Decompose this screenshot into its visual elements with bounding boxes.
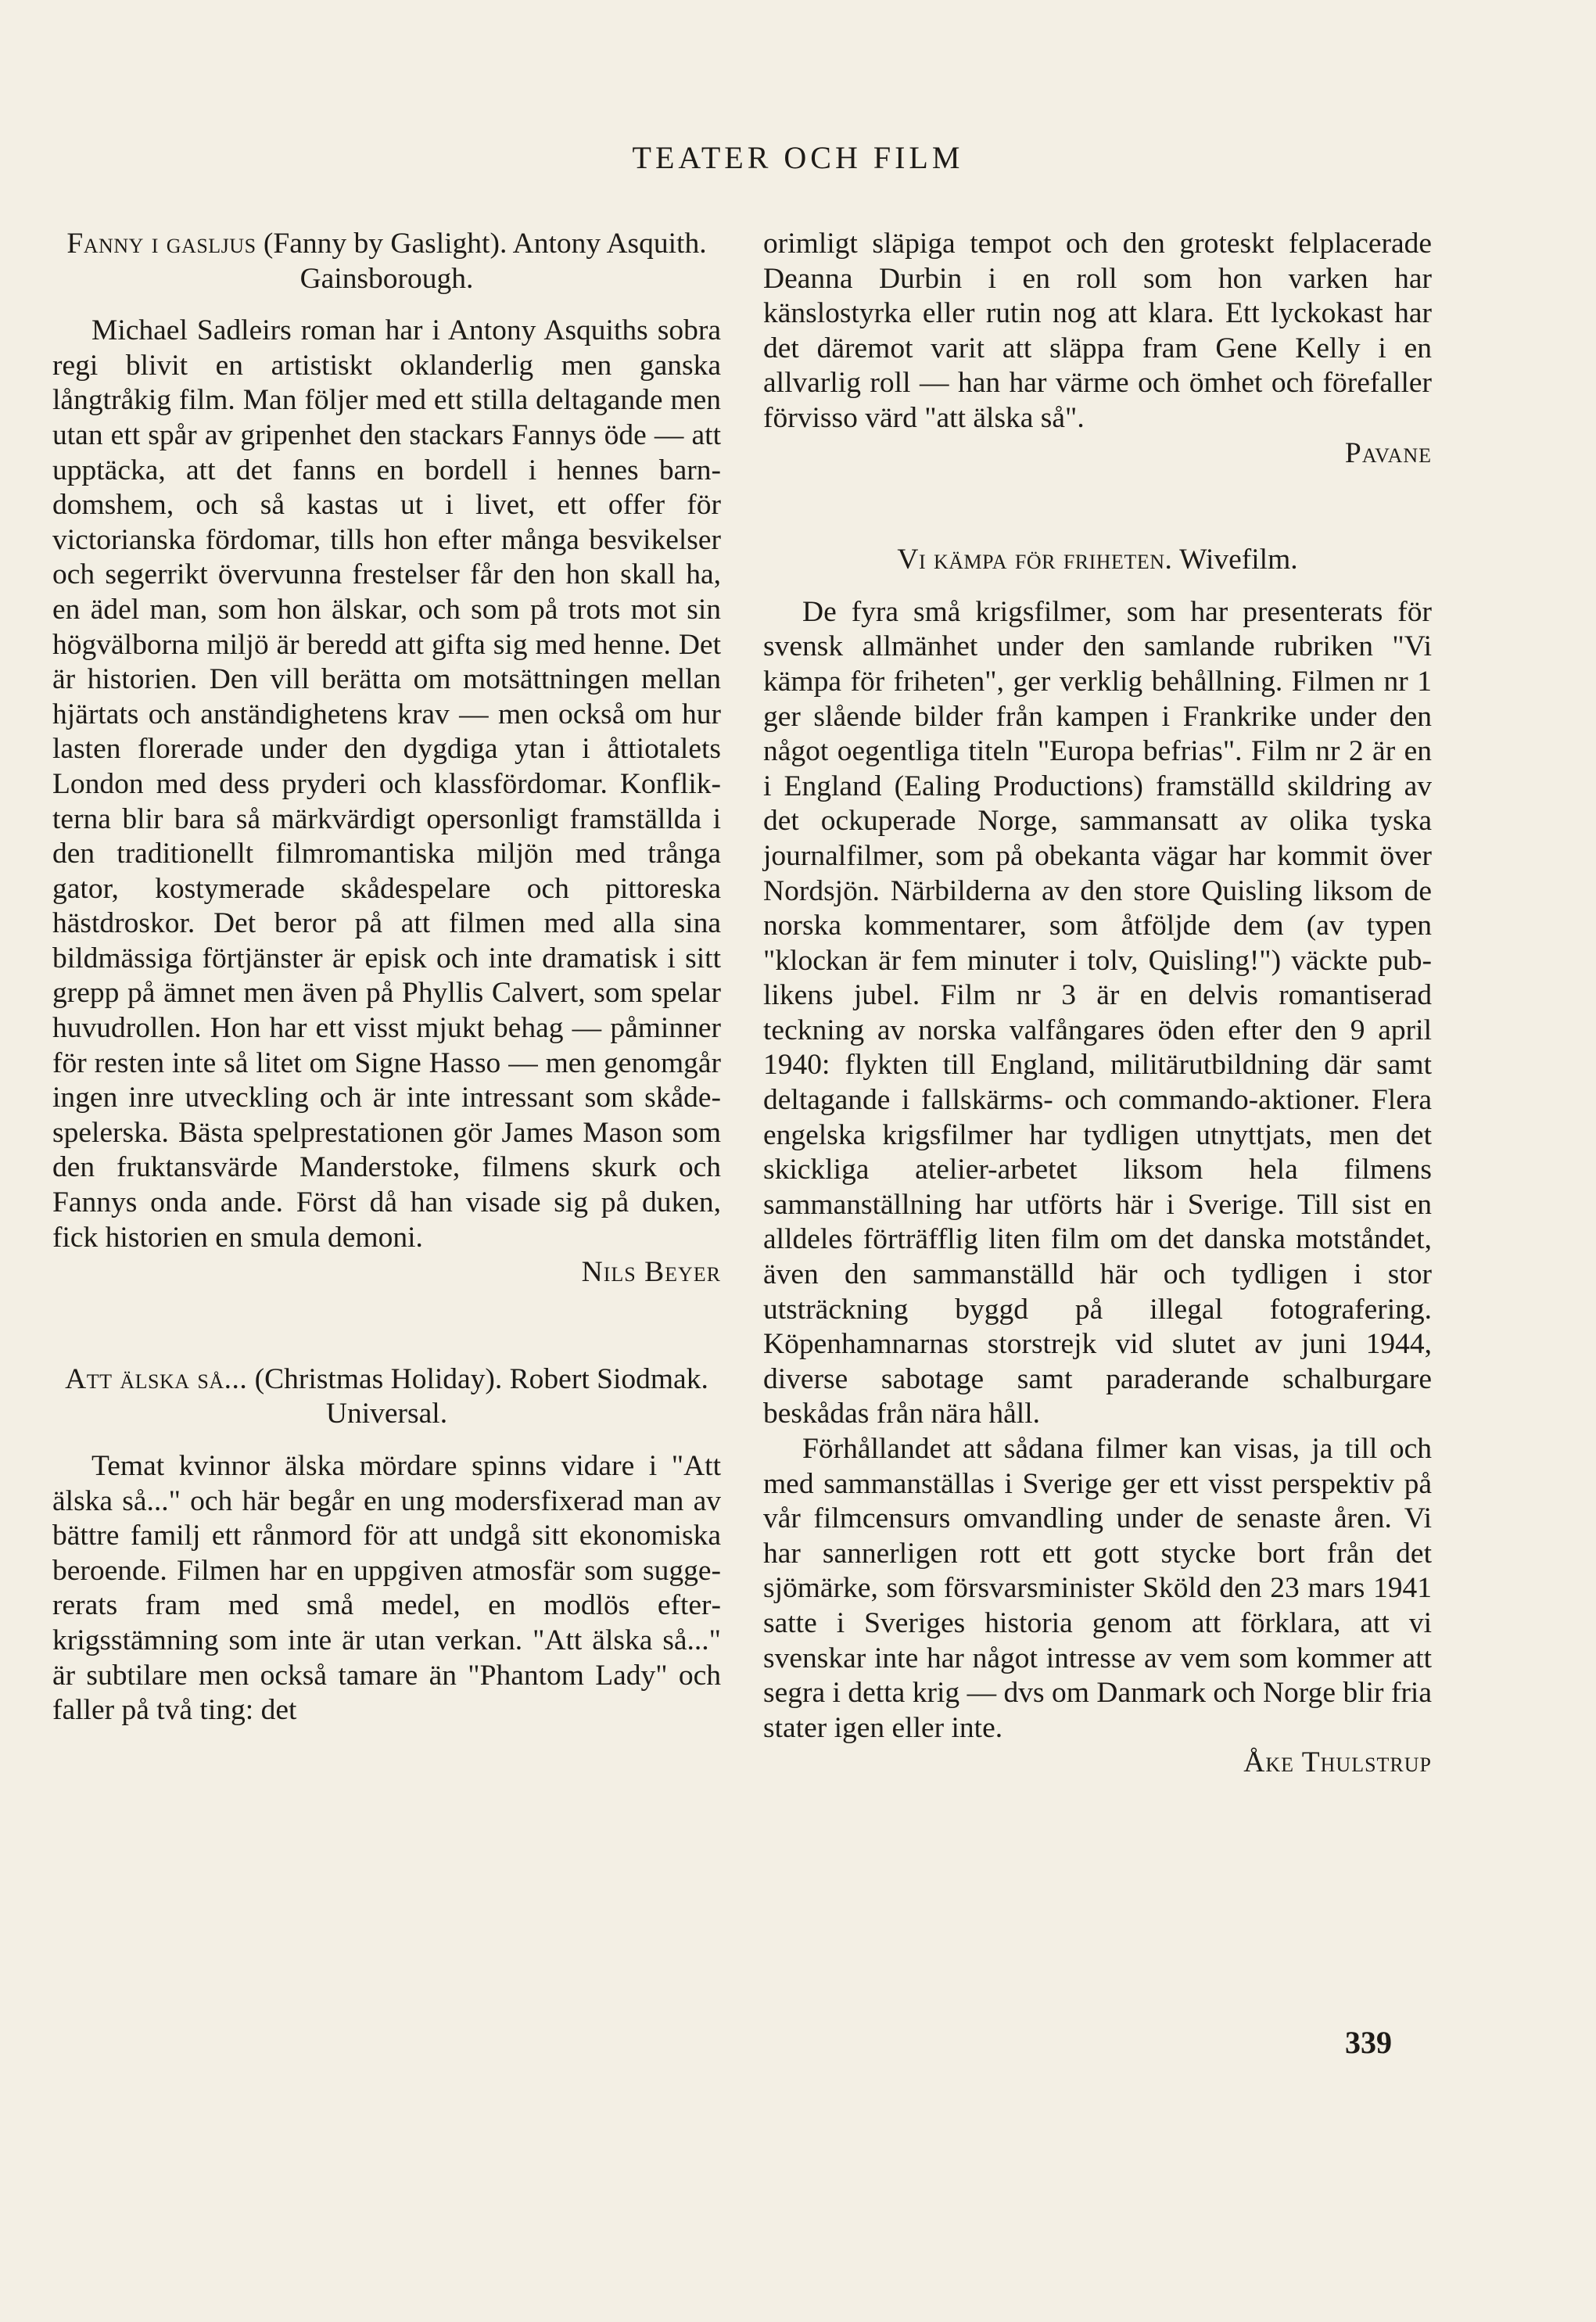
review-paragraph: De fyra små krigsfilmer, som har presenterats för svensk allmänhet under den samlande rubriken "Vi kämpa för friheten", ger verklig behållning. Filmen nr 1 ger slående bilder från kampen i Frankrike under den något oegentliga titeln "Europa befrias". Film nr 2 är en i England (Ealing Productions) framställd skildring av det ockuperade Norge, sammansatt av olika tyska journalfilmer, som på obekanta vägar har kommit över Nordsjön. Närbilderna av den store Quisling liksom de norska kommentarer, som åtföljde dem (av typen "klockan är fem minuter i tolv, Quisling!") väckte publikens jubel. Film nr 3 är en delvis romantiserad teckning av norska valfångares öden efter den 9 april 1940: flykten till England, militärutbildning där samt deltagande i fallskärms- och commando-aktioner. Flera engelska krigsfilmer har tydligen utnyttjats, men det skickliga atelier-arbetet liksom hela filmens sammanställning har utförts här i Sverige. Till sist en alldeles förträfflig liten film om det danska motståndet, även den sammanställd här och tydligen i stor utsträckning byggd på illegal fotografering. Köpenhamnarnas storstrejk vid slutet av juni 1944, diverse sabotage samt paraderande schalburgare beskådas från nära håll. [763, 595, 1432, 1430]
review-signature: Åke Thulstrup [1243, 1746, 1432, 1779]
review-signature: Nils Beyer [581, 1256, 721, 1289]
review-paragraph: Temat kvinnor älska mördare spinns vidare i "Att älska så..." och här begår en ung modersfixerad man av bättre familj ett rånmord för att undgå sitt ekonomiska beroende. Filmen har en uppgiven atmosfär som suggererats fram med små medel, en modlös efterkrigsstämning som inte är utan verkan. "Att älska så..." är subtilare men också tamare än "Phantom Lady" och faller på två ting: det [52, 1450, 721, 1727]
review-fanny-i-gasljus [52, 227, 721, 1290]
review-details: Wivefilm. [1179, 544, 1298, 576]
review-vi-kampa-for-friheten [763, 543, 1432, 1781]
spacer [763, 471, 1432, 543]
review-details: (Christmas Holiday). Robert Siodmak. Universal. [254, 1362, 708, 1430]
review-heading [52, 227, 721, 296]
review-title: Vi kämpa för friheten. [897, 544, 1173, 576]
spacer [52, 1290, 721, 1362]
review-att-alska-sa [52, 1362, 721, 1728]
review-paragraph: orimligt släpiga tempot och den groteskt felplacerade Deanna Durbin i en roll som hon varken har känslostyrka eller rutin nog att klara. Ett lyckokast har det däremot varit att släppa fram Gene Kelly i en allvarlig roll — han har värme och ömhet och förefaller förvisso värd "att älska så". [763, 228, 1432, 434]
review-title: Fanny i gasljus [66, 228, 256, 260]
review-signature: Pavane [1344, 436, 1432, 469]
review-heading [763, 543, 1432, 578]
left-column [52, 227, 721, 1728]
review-title: Att älska så... [65, 1362, 248, 1395]
page-number: 339 [1345, 2025, 1392, 2060]
review-details: (Fanny by Gaslight). Antony Asquith. Gainsborough. [263, 228, 707, 295]
review-paragraph: Michael Sadleirs roman har i Antony Asquiths sobra regi blivit en artistiskt oklanderlig men ganska långtråkig film. Man följer med ett stilla deltagande men utan ett spår av gripenhet den stackars Fannys öde — att upptäcka, att det fanns en bordell i hennes barndomshem, och så kastas ut i livet, ett offer för victorianska fördomar, tills hon efter många besvikelser och segerrikt övervunna frestelser får den hon skall ha, en ädel man, som hon älskar, och som på trots mot sin högvälborna miljö är beredd att gifta sig med henne. Det är historien. Den vill berätta om motsättningen mellan hjärtats och anständighetens krav — men också om hur lasten florerade under den dygdiga ytan i åttiotalets London med dess pryderi och klassfördomar. Konflikterna blir bara så märkvärdigt opersonligt framställda i den traditionellt filmromantiska miljön med trånga gator, kostymerade skådespelare och pittoreska hästdroskor. Det beror på att filmen med alla sina bildmässiga förtjänster är episk och inte dramatisk i sitt grepp på ämnet men även på Phyllis Calvert, som spelar huvudrollen. Hon har ett visst mjukt behag — påminner för resten inte så litet om Signe Hasso — men genomgår ingen inre utveckling och är inte intressant som skådespelerska. Bästa spelprestationen gör James Mason som den fruktansvärde Manderstoke, filmens skurk och Fannys onda ande. Först då han visade sig på duken, fick historien en smula demoni. [52, 314, 721, 1254]
review-att-alska-sa-continued [763, 227, 1432, 471]
right-column [763, 227, 1432, 1781]
review-paragraph: Förhållandet att sådana filmer kan visas, ja till och med sammanställas i Sverige ger ett visst perspektiv på vår filmcensurs omvandling under de senaste åren. Vi har sannerligen rott ett gott stycke bort från det sjömärke, som försvarsminister Sköld den 23 mars 1941 satte i Sveriges historia genom att förklara, att vi svenskar inte har något intresse av vem som kommer att segra i detta krig — dvs om Danmark och Norge blir fria stater igen eller inte. [763, 1433, 1432, 1744]
review-heading [52, 1362, 721, 1432]
running-head: TEATER OCH FILM [632, 140, 964, 175]
